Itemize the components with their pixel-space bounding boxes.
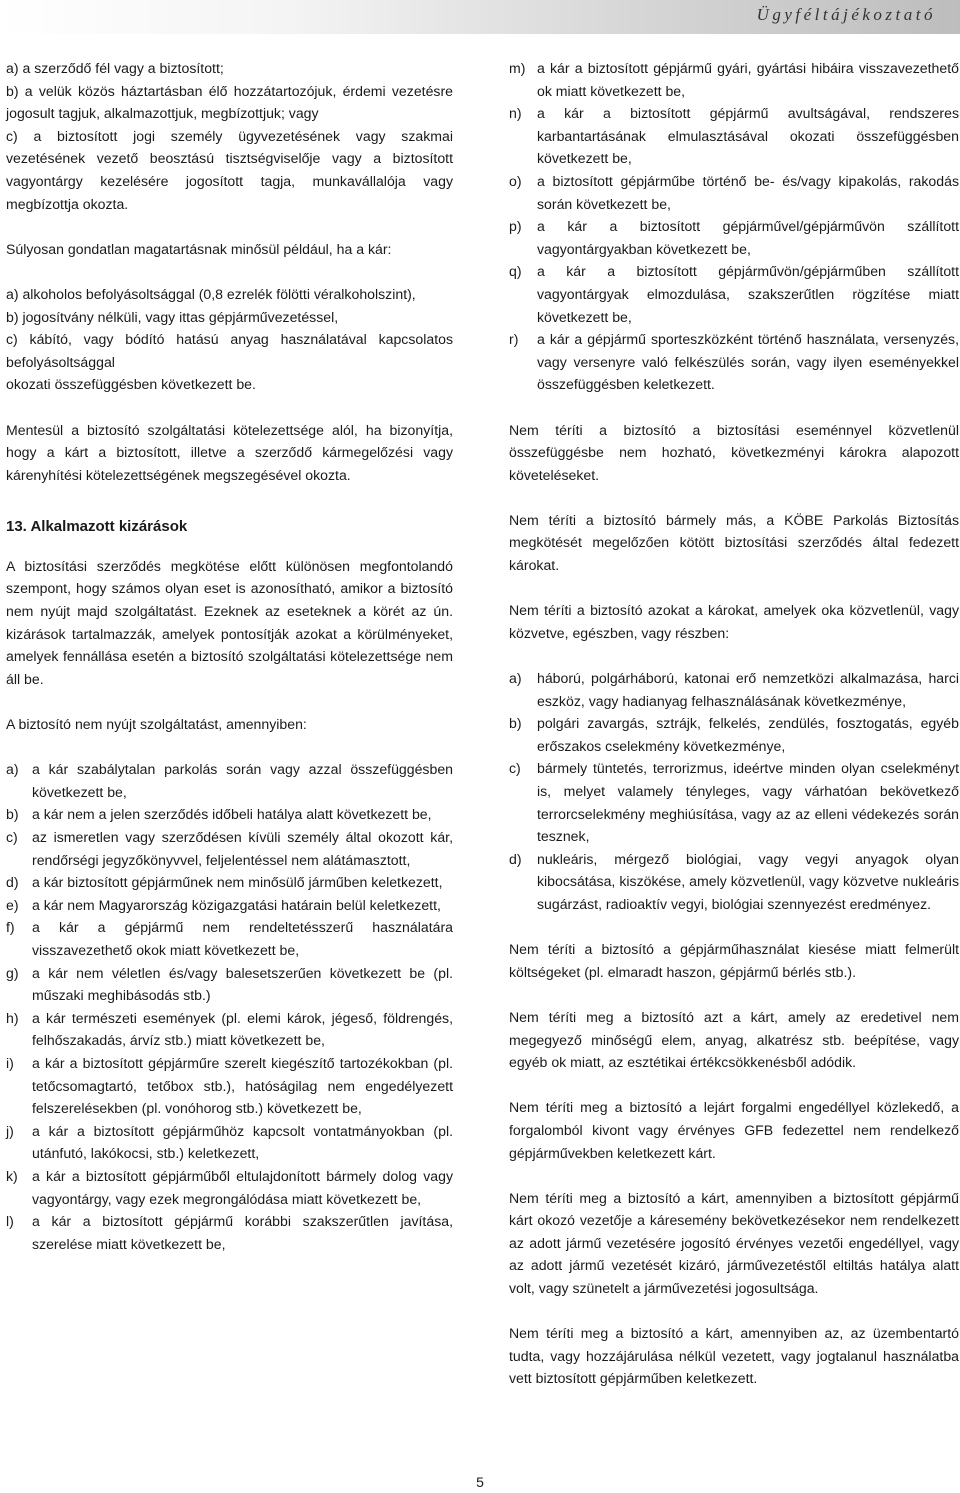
list-item xyxy=(509,328,959,396)
list-item-label: n) xyxy=(509,105,522,122)
list-item-label: f) xyxy=(6,919,15,936)
section-heading: 13. Alkalmazott kizárások xyxy=(6,518,188,536)
list-item-text: a kár biztosított gépjárműnek nem minősülő járműben keletkezett, xyxy=(32,874,443,891)
war-intro: Nem téríti a biztosító azokat a károkat, amelyek oka közvetlenül, vagy közvetve, egészben, vagy részben: xyxy=(509,602,959,641)
intro-item: a) a szerződő fél vagy a biztosított; xyxy=(6,60,224,76)
page-number: 5 xyxy=(476,1474,484,1490)
list-item-text: a kár nem Magyarország közigazgatási határain belül keletkezett, xyxy=(32,896,441,913)
page-header xyxy=(0,0,960,34)
list-item xyxy=(6,894,453,917)
list-item xyxy=(509,757,959,847)
list-item-text: a kár szabálytalan parkolás során vagy azzal összefüggésben következett be, xyxy=(32,761,453,800)
list-item xyxy=(509,57,959,102)
list-item-text: háború, polgárháború, katonai erő nemzetközi alkalmazása, harci eszköz, vagy hadianyag felhasználásának következménye, xyxy=(537,670,959,709)
list-item-label: b) xyxy=(6,806,19,823)
expired-paragraph: Nem téríti meg a biztosító a lejárt forgalmi engedéllyel közlekedő, a forgalomból kivont vagy érvényes GFB fedezettel nem rendelkező gépjárművekben keletkezett kárt. xyxy=(509,1099,959,1161)
list-item xyxy=(6,916,453,961)
list-item-text: a kár a biztosított gépjármű avultságával, rendszeres karbantartásának elmulasztásával okozati összefüggésben következett be, xyxy=(537,105,959,167)
list-item xyxy=(6,871,453,894)
exemption-paragraph: Mentesül a biztosító szolgáltatási kötelezettsége alól, ha bizonyítja, hogy a kárt a biztosított, illetve a szerződő kármegelőzési vagy kárenyhítési kötelezettségének megszegésével okozta. xyxy=(6,421,453,483)
list-item-label: d) xyxy=(6,874,19,891)
header-title: Ügyféltájékoztató xyxy=(756,5,936,24)
list-item xyxy=(509,170,959,215)
list-item-text: a kár a biztosított gépjárműhöz kapcsolt vontatmányokban (pl. utánfutó, lakókocsi, stb.) keletkezett, xyxy=(32,1122,453,1162)
list-item-label: b) xyxy=(509,715,522,732)
list-item-label: p) xyxy=(509,218,522,235)
list-item-label: o) xyxy=(509,172,522,189)
list-item-label: q) xyxy=(509,263,522,280)
list-item xyxy=(6,1165,453,1210)
gross-negligence-intro: Súlyosan gondatlan magatartásnak minősül például, ha a kár: xyxy=(6,240,392,257)
section-paragraph: A biztosítási szerződés megkötése előtt különösen megfontolandó szempont, hogy számos olyan eset is azonosítható, amikor a biztosító nem nyújt majd szolgáltatást. Ezeknek az eseteknek a körét az ún. kizárások tartalmazzák, amelyek pontosítják azokat a körülményeket, amelyek fennállása esetén a biztosító szolgáltatási kötelezettsége nem áll be. xyxy=(6,557,453,687)
list-item-label: c) xyxy=(6,829,18,845)
list-item-text: a kár a biztosított gépjárművel/gépjárművön szállított vagyontárgyakban következett be, xyxy=(537,218,959,257)
other-contract-paragraph: Nem téríti a biztosító bármely más, a KÖBE Parkolás Biztosítás megkötését megelőzően kötött biztosítási szerződés által fedezett károkat. xyxy=(509,511,959,574)
list-item-text: a biztosított gépjárműbe történő be- és/vagy kipakolás, rakodás során következett be, xyxy=(537,172,959,212)
list-item xyxy=(509,848,959,916)
list-item-label: g) xyxy=(6,964,19,981)
gross-negligence-outro: okozati összefüggésben következett be. xyxy=(6,376,256,393)
list-item-text: a kár nem véletlen és/vagy balesetszerűen következett be (pl. műszaki meghibásodás stb.) xyxy=(32,964,453,1004)
list-item xyxy=(6,826,453,871)
list-item-text: a kár a gépjármű sporteszközként történő használata, versenyzés, vagy versenyre való felkészülés során, vagy ilyen eseményekkel összefüggésben keletkezett. xyxy=(537,331,959,393)
list-item-label: j) xyxy=(6,1122,14,1139)
list-item-text: bármely tüntetés, terrorizmus, ideértve minden olyan cselekményt is, melyet valamely tényleges, vagy várhatóan bekövetkező terrorcselekmény meghiúsítása, vagy az az elleni védekezés során tesznek, xyxy=(537,760,959,845)
list-item-label: a) xyxy=(509,670,522,687)
list-item-text: a kár természeti események (pl. elemi károk, jégeső, földrengés, felhőszakadás, árvíz stb.) miatt következett be, xyxy=(32,1009,453,1049)
intro-item: b) a velük közös háztartásban élő hozzátartozójuk, érdemi vezetésre jogosult tagjuk, alkalmazottjuk, megbízottjuk; vagy xyxy=(6,82,453,122)
list-item xyxy=(6,1007,453,1052)
list-item xyxy=(6,803,453,826)
list-item-label: e) xyxy=(6,896,19,913)
list-item xyxy=(509,712,959,757)
list-item-text: nukleáris, mérgező biológiai, vagy vegyi anyagok olyan kibocsátása, kiszökése, amely közvetlenül, vagy közvetve nukleáris sugárzást, radioaktív vegyi, biológiai szennyezést eredményez. xyxy=(537,850,959,912)
list-item-label: k) xyxy=(6,1167,18,1184)
intro-item: c) a biztosított jogi személy ügyvezetésének vagy szakmai vezetésének vezető beosztású tisztségviselője vagy a biztosított vagyontárgy kezelésére jogosított tagja, munkavállalója vagy megbízottja okozta. xyxy=(6,127,453,212)
list-item-text: polgári zavargás, sztrájk, felkelés, zendülés, fosztogatás, egyéb erőszakos cselekmény következménye, xyxy=(537,715,959,754)
list-item-label: i) xyxy=(6,1054,14,1071)
list-item-label: m) xyxy=(509,60,526,76)
no-service-intro: A biztosító nem nyújt szolgáltatást, amennyiben: xyxy=(6,716,307,733)
list-item-label: c) xyxy=(509,760,521,777)
list-item-text: a kár a gépjármű nem rendeltetésszerű használatára visszavezethető okok miatt következett be, xyxy=(32,919,453,958)
list-item xyxy=(509,667,959,712)
list-item-text: a kár a biztosított gépjárműre szerelt kiegészítő tartozékokban (pl. tetőcsomagtartó, tetőbox stb.), hatóságilag nem engedélyezett felszerelésekben (pl. vonóhorog stb.) következett be, xyxy=(32,1054,453,1117)
left-column xyxy=(6,57,453,1255)
list-item xyxy=(509,215,959,260)
list-item-text: az ismeretlen vagy szerződésen kívüli személy által okozott kár, rendőrségi jegyzőkönyvvel, feljelentéssel nem alátámasztott, xyxy=(32,829,453,868)
war-exclusion-list xyxy=(509,667,959,916)
list-item xyxy=(6,962,453,1007)
aesthetic-paragraph: Nem téríti meg a biztosító azt a kárt, amely az eredetivel nem megegyező minőségű elem, anyag, alkatrész stb. beépítése, vagy egyéb ok miatt, az esztétikai értékcsökkenésből adódik. xyxy=(509,1008,959,1071)
list-item-text: a kár a biztosított gépjármű korábbi szakszerűtlen javítása, szerelése miatt következett be, xyxy=(32,1213,453,1252)
list-item xyxy=(509,102,959,170)
gross-negligence-item: c) kábító, vagy bódító hatású anyag használatával kapcsolatos befolyásoltsággal xyxy=(6,331,453,370)
list-item xyxy=(6,758,453,803)
list-item xyxy=(509,260,959,328)
list-item-label: l) xyxy=(6,1213,14,1230)
list-item-label: a) xyxy=(6,761,19,778)
list-item-label: d) xyxy=(509,850,522,867)
no-license-paragraph: Nem téríti meg a biztosító a kárt, amennyiben a biztosított gépjármű kárt okozó vezetője a káresemény bekövetkezésekor nem rendelkezett az adott jármű vezetésére jogosító érvényes vezetői engedéllyel, vagy az adott jármű vezetését kizáró, járművezetéstől eltiltás hatálya alatt volt, vagy szünetelt a járművezetési jogosultsága. xyxy=(509,1189,959,1297)
list-item-text: a kár nem a jelen szerződés időbeli hatálya alatt következett be, xyxy=(32,806,432,823)
list-item-label: r) xyxy=(509,331,519,348)
no-service-list xyxy=(6,758,453,1255)
list-item-label: h) xyxy=(6,1009,19,1026)
unauthorized-paragraph: Nem téríti meg a biztosító a kárt, amennyiben az, az üzembentartó tudta, vagy hozzájárulása nélkül vezetett, vagy jogtalanul használatba vett biztosított gépjárműben keletkezett. xyxy=(509,1325,959,1387)
list-item xyxy=(6,1120,453,1165)
gross-negligence-item: a) alkoholos befolyásoltsággal (0,8 ezrelék fölötti véralkoholszint), xyxy=(6,285,416,302)
list-item-text: a kár a biztosított gépjárműből eltulajdonított bármely dolog vagy vagyontárgy, vagy ezek megrongálódása miatt következett be, xyxy=(32,1167,453,1207)
list-item xyxy=(6,1052,453,1120)
consequential-paragraph: Nem téríti a biztosító a biztosítási eseménnyel közvetlenül összefüggésbe nem hozható, következményi károkra alapozott követeléseket. xyxy=(509,421,959,483)
list-item-text: a kár a biztosított gépjárművön/gépjárműben szállított vagyontárgyak elmozdulása, szakszerűtlen rögzítése miatt következett be, xyxy=(537,263,959,325)
usage-loss-paragraph: Nem téríti a biztosító a gépjárműhasználat kiesése miatt felmerült költségeket (pl. elmaradt haszon, gépjármű bérlés stb.). xyxy=(509,941,959,980)
gross-negligence-item: b) jogosítvány nélküli, vagy ittas gépjárművezetéssel, xyxy=(6,308,339,325)
continued-exclusion-list xyxy=(509,57,959,396)
right-column xyxy=(509,57,959,1390)
list-item xyxy=(6,1210,453,1255)
list-item-text: a kár a biztosított gépjármű gyári, gyártási hibáira visszavezethető ok miatt következett be, xyxy=(537,60,959,99)
